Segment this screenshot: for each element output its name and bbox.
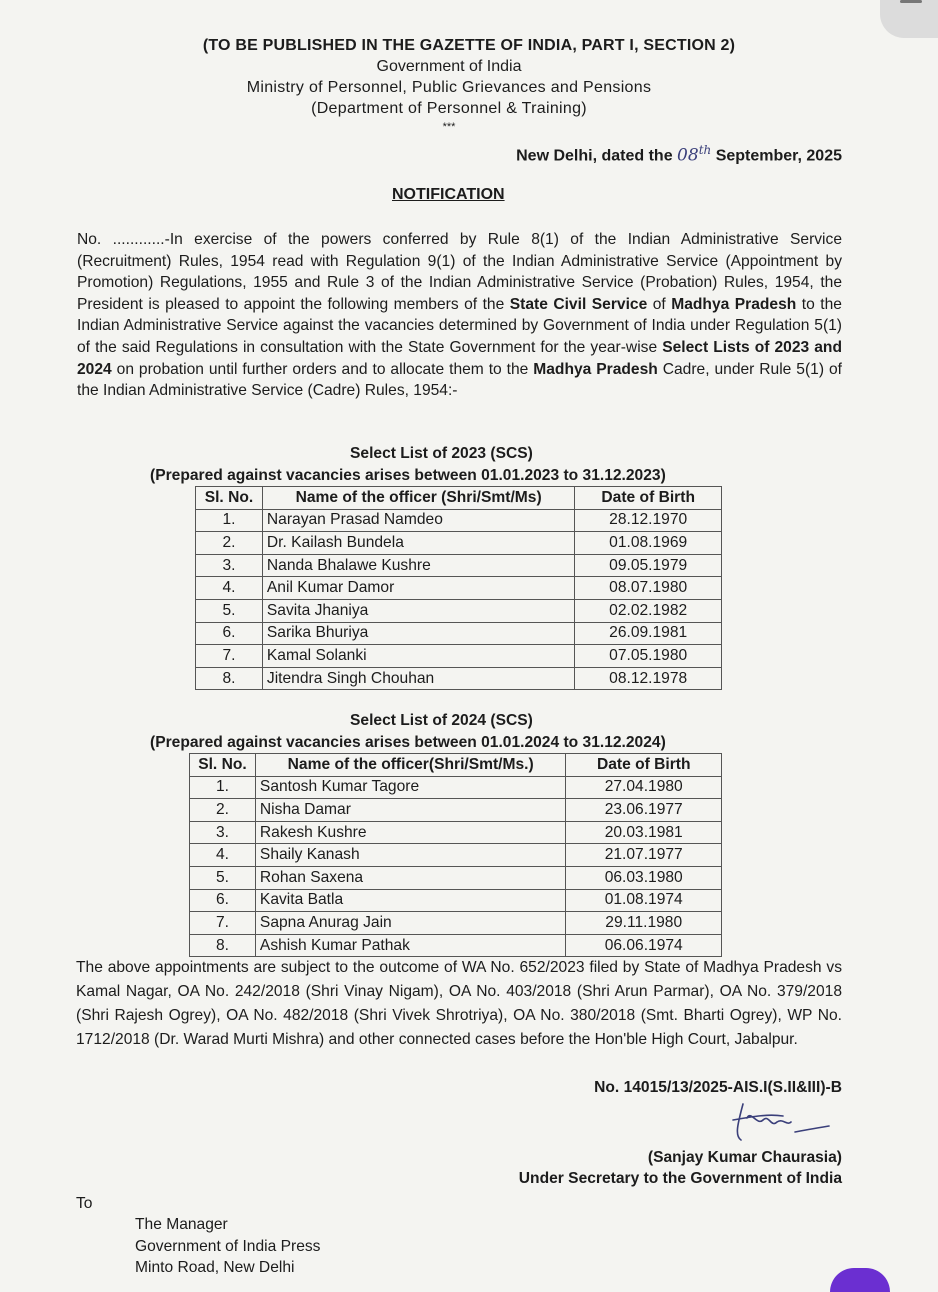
cell-dob: 02.02.1982 — [575, 599, 722, 622]
floating-action-button[interactable] — [830, 1268, 890, 1292]
body-part-d: Madhya Pradesh — [671, 295, 797, 313]
body-part-e: to the Indian Administrative Service against the vacancies determined by Government of India under Regulation 5(1) of the said Regulations in consultation with the State Government for the year-wise — [77, 295, 842, 356]
cell-dob: 07.05.1980 — [575, 645, 722, 668]
table-row — [190, 866, 722, 889]
table-row — [196, 599, 722, 622]
table-row — [190, 934, 722, 957]
list-2024-title: Select List of 2024 (SCS) — [350, 712, 533, 729]
cell-slno: 3. — [196, 554, 263, 577]
cell-dob: 06.03.1980 — [566, 866, 722, 889]
table-row — [190, 821, 722, 844]
body-part-g: on probation until further orders and to allocate them to the — [116, 360, 529, 378]
cell-slno: 1. — [196, 509, 263, 532]
notification-title: NOTIFICATION — [392, 186, 505, 203]
dateline-day: 08 — [677, 145, 699, 166]
to-label: To — [76, 1195, 93, 1212]
body-part-f: Select Lists of 2023 and 2024 — [77, 338, 842, 378]
table-header-row — [196, 487, 722, 510]
cell-slno: 3. — [190, 821, 256, 844]
dateline-rest: September, 2025 — [715, 147, 842, 165]
cell-name: Savita Jhaniya — [262, 599, 574, 622]
table-header-row — [190, 754, 722, 777]
list-2023-subtitle: (Prepared against vacancies arises between 01.01.2023 to 31.12.2023) — [150, 467, 666, 484]
cell-name: Kamal Solanki — [262, 645, 574, 668]
cell-name: Rakesh Kushre — [255, 821, 566, 844]
table-row — [196, 532, 722, 555]
cell-dob: 08.07.1980 — [575, 577, 722, 600]
separator-stars: *** — [442, 121, 456, 133]
cell-slno: 7. — [196, 645, 263, 668]
scroll-handle[interactable] — [880, 0, 938, 38]
list-2024-table — [189, 753, 722, 957]
cell-slno: 6. — [190, 889, 256, 912]
body-part-a: No. ............-In exercise of the powers conferred by Rule 8(1) of the Indian Administrative Service (Recruitment) Rules, 1954 read with Regulation 9(1) of the Indian Administrative Service (Appointment by Promotion) Regulations, 1955 and Rule 3 of the Indian Administrative Service (Probation) Rules, 1954, the President is pleased to appoint the following members of the — [77, 231, 842, 313]
cell-slno: 8. — [190, 934, 256, 957]
dateline — [516, 143, 842, 165]
body-part-h: Madhya Pradesh — [533, 360, 658, 378]
body-part-i: Cadre, under Rule 5(1) of the Indian Administrative Service (Cadre) Rules, 1954:- — [77, 360, 842, 400]
col-header-slno: Sl. No. — [196, 487, 263, 510]
cell-dob: 06.06.1974 — [566, 934, 722, 957]
signature-scribble — [725, 1096, 835, 1146]
cell-dob: 27.04.1980 — [566, 776, 722, 799]
gazette-header: (TO BE PUBLISHED IN THE GAZETTE OF INDIA, PART I, SECTION 2) — [202, 37, 736, 54]
cell-dob: 26.09.1981 — [575, 622, 722, 645]
cell-name: Sapna Anurag Jain — [255, 912, 566, 935]
cell-dob: 23.06.1977 — [566, 799, 722, 822]
file-number: No. 14015/13/2025-AIS.I(S.II&III)-B — [594, 1079, 842, 1096]
cell-name: Shaily Kanash — [255, 844, 566, 867]
government-line: Government of India — [376, 58, 522, 75]
dateline-sup: th — [698, 143, 712, 157]
cell-slno: 8. — [196, 667, 263, 690]
cell-name: Narayan Prasad Namdeo — [262, 509, 574, 532]
table-row — [196, 622, 722, 645]
cell-dob: 29.11.1980 — [566, 912, 722, 935]
cell-name: Jitendra Singh Chouhan — [262, 667, 574, 690]
table-row — [190, 912, 722, 935]
col-header-dob: Date of Birth — [566, 754, 722, 777]
cell-slno: 7. — [190, 912, 256, 935]
table-row — [196, 645, 722, 668]
cell-slno: 5. — [190, 866, 256, 889]
cell-dob: 09.05.1979 — [575, 554, 722, 577]
cell-name: Nisha Damar — [255, 799, 566, 822]
col-header-dob: Date of Birth — [575, 487, 722, 510]
cell-dob: 01.08.1974 — [566, 889, 722, 912]
cell-slno: 4. — [196, 577, 263, 600]
cell-slno: 1. — [190, 776, 256, 799]
cell-name: Rohan Saxena — [255, 866, 566, 889]
col-header-name: Name of the officer(Shri/Smt/Ms.) — [255, 754, 566, 777]
cell-dob: 28.12.1970 — [575, 509, 722, 532]
cell-name: Dr. Kailash Bundela — [262, 532, 574, 555]
table-row — [196, 577, 722, 600]
col-header-name: Name of the officer (Shri/Smt/Ms) — [262, 487, 574, 510]
list-2023-title: Select List of 2023 (SCS) — [350, 445, 533, 462]
cell-name: Nanda Bhalawe Kushre — [262, 554, 574, 577]
cell-dob: 08.12.1978 — [575, 667, 722, 690]
cell-name: Ashish Kumar Pathak — [255, 934, 566, 957]
table-row — [196, 554, 722, 577]
cell-slno: 5. — [196, 599, 263, 622]
dateline-prefix: New Delhi, dated the — [516, 147, 673, 165]
table-row — [190, 799, 722, 822]
table-row — [190, 844, 722, 867]
to-line-2: Government of India Press — [135, 1238, 321, 1255]
cell-dob: 20.03.1981 — [566, 821, 722, 844]
body-part-b: State Civil Service — [509, 295, 648, 313]
col-header-slno: Sl. No. — [190, 754, 256, 777]
notification-body — [77, 229, 842, 402]
ministry-line: Ministry of Personnel, Public Grievances and Pensions — [246, 79, 652, 96]
cell-slno: 2. — [190, 799, 256, 822]
conditions-paragraph: The above appointments are subject to the outcome of WA No. 652/2023 filed by State of Madhya Pradesh vs Kamal Nagar, OA No. 242/2018 (Shri Vinay Nigam), OA No. 403/2018 (Shri Arun Parmar), OA No. 379/2018 (Shri Rajesh Ogrey), OA No. 482/2018 (Shri Vivek Shrotriya), OA No. 380/2018 (Smt. Bharti Ogrey), WP No. 1712/2018 (Dr. Warad Murti Mishra) and other connected cases before the Hon'ble High Court, Jabalpur. — [76, 959, 842, 1048]
signatory-name: (Sanjay Kumar Chaurasia) — [647, 1149, 842, 1166]
table-row — [190, 889, 722, 912]
table-row — [196, 509, 722, 532]
to-line-3: Minto Road, New Delhi — [135, 1259, 295, 1276]
to-line-1: The Manager — [135, 1216, 228, 1233]
cell-slno: 4. — [190, 844, 256, 867]
list-2024-subtitle: (Prepared against vacancies arises between 01.01.2024 to 31.12.2024) — [150, 734, 666, 751]
cell-slno: 2. — [196, 532, 263, 555]
signatory-designation: Under Secretary to the Government of India — [518, 1170, 842, 1187]
cell-name: Santosh Kumar Tagore — [255, 776, 566, 799]
table-row — [190, 776, 722, 799]
cell-slno: 6. — [196, 622, 263, 645]
cell-name: Anil Kumar Damor — [262, 577, 574, 600]
body-part-c: of — [652, 295, 666, 313]
cell-dob: 21.07.1977 — [566, 844, 722, 867]
cell-name: Kavita Batla — [255, 889, 566, 912]
cell-name: Sarika Bhuriya — [262, 622, 574, 645]
department-line: (Department of Personnel & Training) — [311, 100, 587, 117]
list-2023-table — [195, 486, 722, 690]
cell-dob: 01.08.1969 — [575, 532, 722, 555]
table-row — [196, 667, 722, 690]
